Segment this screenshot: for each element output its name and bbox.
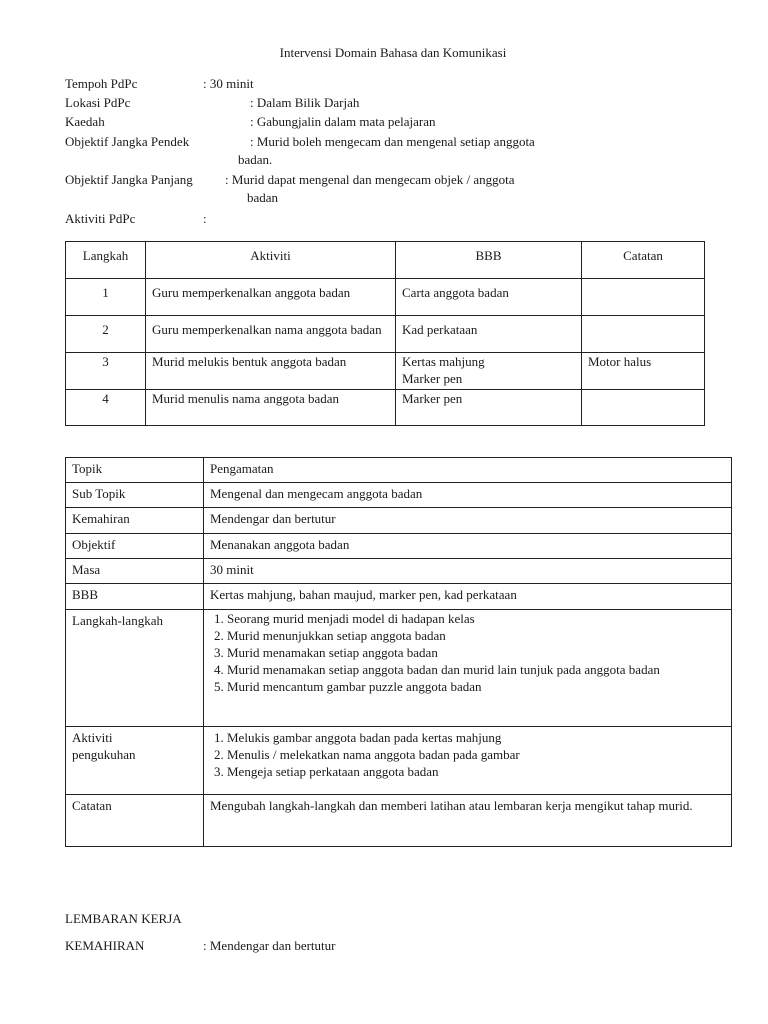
aktiviti-value: : xyxy=(203,211,207,226)
catatan-label: Catatan xyxy=(66,795,204,847)
objektif-value: Menanakan anggota badan xyxy=(204,534,732,559)
list-item: 3. Mengeja setiap perkataan anggota badan xyxy=(227,763,725,780)
lembaran-heading: LEMBARAN KERJA xyxy=(65,911,182,926)
table-row xyxy=(66,508,732,534)
table-row xyxy=(66,727,732,795)
header-langkah: Langkah xyxy=(66,242,146,279)
ojp-value: : Murid boleh mengecam dan mengenal setiap anggota xyxy=(250,134,535,149)
table-row xyxy=(66,559,732,584)
kemahiran-value: Mendengar dan bertutur xyxy=(204,508,732,534)
subtopik-label: Sub Topik xyxy=(66,483,204,508)
lokasi-value: : Dalam Bilik Darjah xyxy=(250,95,360,110)
row-langkah: 1 xyxy=(66,279,146,316)
kaedah-label: Kaedah xyxy=(65,114,105,129)
subtopik-value: Mengenal dan mengecam anggota badan xyxy=(204,483,732,508)
tempoh-value: : 30 minit xyxy=(203,76,254,91)
bbb-label: BBB xyxy=(66,584,204,610)
kemahiran-label: Kemahiran xyxy=(66,508,204,534)
row-bbb: Marker pen xyxy=(396,390,582,426)
row-bbb: Carta anggota badan xyxy=(396,279,582,316)
lokasi-label: Lokasi PdPc xyxy=(65,95,131,110)
list-item: 1. Seorang murid menjadi model di hadapan kelas xyxy=(227,610,691,627)
table-row xyxy=(66,795,732,847)
bbb-value: Kertas mahjung, bahan maujud, marker pen, kad perkataan xyxy=(204,584,732,610)
row-catatan xyxy=(582,316,705,353)
list-item: 2. Menulis / melekatkan nama anggota badan pada gambar xyxy=(227,746,725,763)
table-row xyxy=(66,458,732,483)
row-aktiviti: Guru memperkenalkan anggota badan xyxy=(146,279,396,316)
masa-label: Masa xyxy=(66,559,204,584)
row-aktiviti: Murid melukis bentuk anggota badan xyxy=(146,353,396,390)
row-catatan: Motor halus xyxy=(582,353,705,390)
ojpj-value: : Murid dapat mengenal dan mengecam objek / anggota xyxy=(225,172,515,187)
table-row xyxy=(66,316,705,353)
pengukuhan-value xyxy=(204,727,732,795)
row-langkah: 2 xyxy=(66,316,146,353)
row-aktiviti: Guru memperkenalkan nama anggota badan xyxy=(146,316,396,353)
list-item: 5. Murid mencantum gambar puzzle anggota badan xyxy=(227,678,691,695)
page-title: Intervensi Domain Bahasa dan Komunikasi xyxy=(279,45,507,60)
lembaran-kemahiran-label: KEMAHIRAN xyxy=(65,938,145,953)
langkah-label: Langkah-langkah xyxy=(66,610,204,727)
table-row xyxy=(66,534,732,559)
activity-table xyxy=(65,241,705,426)
ojpj-value-cont: badan xyxy=(247,190,279,205)
header-bbb: BBB xyxy=(396,242,582,279)
header-aktiviti: Aktiviti xyxy=(146,242,396,279)
list-item: 4. Murid menamakan setiap anggota badan dan murid lain tunjuk pada anggota badan xyxy=(227,661,691,678)
topik-value: Pengamatan xyxy=(204,458,732,483)
row-catatan xyxy=(582,390,705,426)
ojpj-label: Objektif Jangka Panjang xyxy=(65,172,193,187)
catatan-value: Mengubah langkah-langkah dan memberi latihan atau lembaran kerja mengikut tahap murid. xyxy=(204,795,732,847)
pengukuhan-list xyxy=(210,729,725,780)
ojp-value-cont: badan. xyxy=(238,152,273,167)
pengukuhan-label-line2: pengukuhan xyxy=(72,747,136,762)
row-langkah: 4 xyxy=(66,390,146,426)
row-langkah: 3 xyxy=(66,353,146,390)
langkah-value xyxy=(204,610,732,727)
row-bbb: Kad perkataan xyxy=(396,316,582,353)
topik-label: Topik xyxy=(66,458,204,483)
tempoh-label: Tempoh PdPc xyxy=(65,76,138,91)
langkah-list xyxy=(210,610,691,695)
row-bbb-line2: Marker pen xyxy=(402,371,463,386)
list-item: 3. Murid menamakan setiap anggota badan xyxy=(227,644,691,661)
table-row xyxy=(66,353,705,390)
table-header-row xyxy=(66,242,705,279)
table-row xyxy=(66,610,732,727)
masa-value: 30 minit xyxy=(204,559,732,584)
list-item: 1. Melukis gambar anggota badan pada kertas mahjung xyxy=(227,729,725,746)
aktiviti-label: Aktiviti PdPc xyxy=(65,211,136,226)
pengukuhan-label xyxy=(66,727,204,795)
list-item: 2. Murid menunjukkan setiap anggota badan xyxy=(227,627,691,644)
kaedah-value: : Gabungjalin dalam mata pelajaran xyxy=(250,114,436,129)
row-bbb-line1: Kertas mahjung xyxy=(402,354,485,369)
row-bbb xyxy=(396,353,582,390)
lembaran-kemahiran-value: : Mendengar dan bertutur xyxy=(203,938,336,953)
table-row xyxy=(66,279,705,316)
row-aktiviti: Murid menulis nama anggota badan xyxy=(146,390,396,426)
ojp-label: Objektif Jangka Pendek xyxy=(65,134,190,149)
pengukuhan-label-line1: Aktiviti xyxy=(72,730,113,745)
table-row xyxy=(66,483,732,508)
header-catatan: Catatan xyxy=(582,242,705,279)
lesson-plan-table xyxy=(65,457,732,847)
table-row xyxy=(66,584,732,610)
objektif-label: Objektif xyxy=(66,534,204,559)
row-catatan xyxy=(582,279,705,316)
table-row xyxy=(66,390,705,426)
